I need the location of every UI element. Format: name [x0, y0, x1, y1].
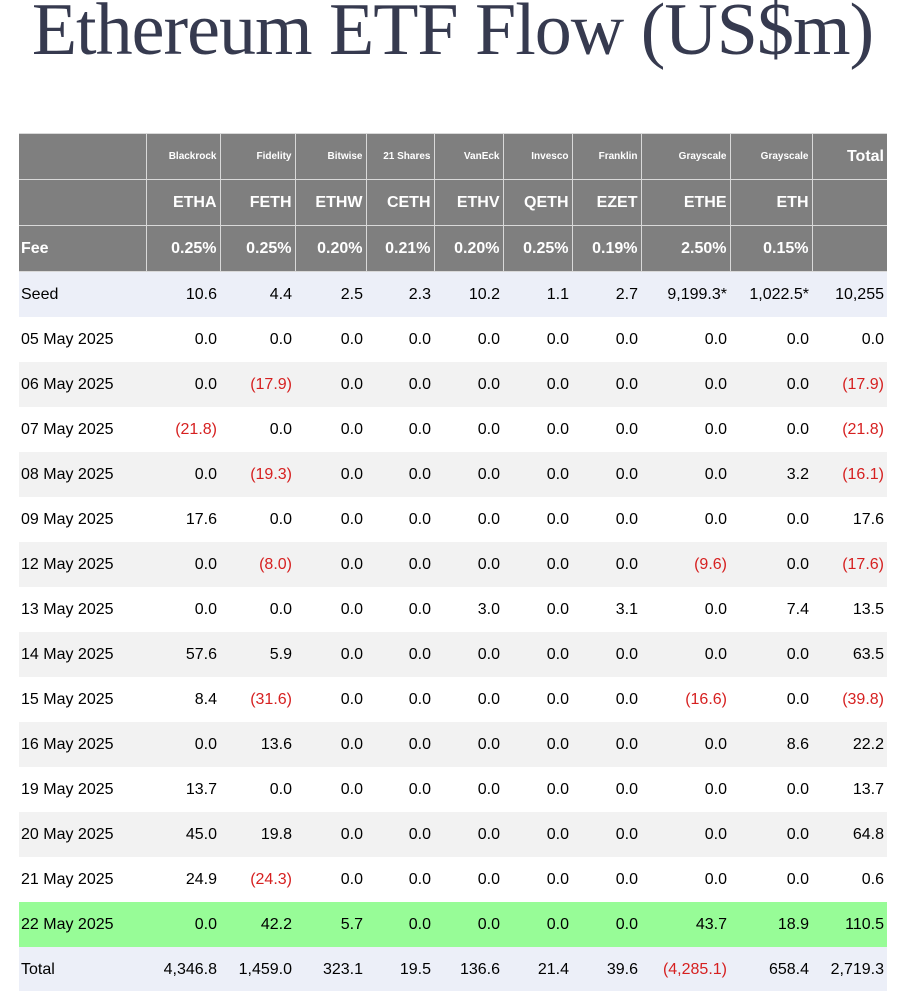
flow-cell: 0.0 — [641, 497, 730, 542]
flow-cell: 2.5 — [295, 272, 366, 318]
flow-cell: 10.2 — [434, 272, 503, 318]
flow-cell: 0.0 — [503, 407, 572, 452]
flow-cell: 0.0 — [146, 902, 220, 947]
flow-cell: 0.0 — [730, 857, 812, 902]
flow-cell: 0.0 — [146, 542, 220, 587]
flow-cell: 0.0 — [366, 362, 434, 407]
table-row — [19, 317, 887, 362]
flow-cell: 0.0 — [295, 722, 366, 767]
flow-cell: 0.0 — [572, 902, 641, 947]
flow-cell: 0.0 — [434, 317, 503, 362]
row-total-cell: 17.6 — [812, 497, 887, 542]
flow-cell: 4.4 — [220, 272, 295, 318]
fee-header-cell: 0.25% — [503, 226, 572, 272]
table-row — [19, 542, 887, 587]
flow-cell: 0.0 — [366, 902, 434, 947]
flow-cell: 0.0 — [366, 497, 434, 542]
issuer-header-cell: Grayscale — [641, 134, 730, 180]
flow-cell: 0.0 — [503, 632, 572, 677]
flow-cell: 0.0 — [503, 812, 572, 857]
flow-cell: 5.9 — [220, 632, 295, 677]
issuer-header-cell: 21 Shares — [366, 134, 434, 180]
row-label: Seed — [19, 272, 146, 318]
flow-cell: 0.0 — [295, 452, 366, 497]
total-header-cell: Total — [812, 134, 887, 180]
flow-cell: 1.1 — [503, 272, 572, 318]
flow-cell: 0.0 — [366, 317, 434, 362]
flow-cell: 0.0 — [641, 632, 730, 677]
flow-cell: 0.0 — [366, 587, 434, 632]
table-body — [19, 272, 887, 991]
flow-cell: 0.0 — [730, 632, 812, 677]
flow-cell: 0.0 — [572, 452, 641, 497]
row-total-cell: (21.8) — [812, 407, 887, 452]
flow-cell: 0.0 — [503, 677, 572, 722]
flow-cell: 10.6 — [146, 272, 220, 318]
flow-cell: 0.0 — [295, 632, 366, 677]
flow-cell: 0.0 — [503, 497, 572, 542]
flow-cell: 7.4 — [730, 587, 812, 632]
issuer-header-cell: VanEck — [434, 134, 503, 180]
flow-cell: 1,022.5* — [730, 272, 812, 318]
table-header — [19, 134, 887, 272]
issuer-header-cell: Blackrock — [146, 134, 220, 180]
fee-header-cell: 0.20% — [434, 226, 503, 272]
flow-cell: 0.0 — [730, 542, 812, 587]
flow-cell: 3.0 — [434, 587, 503, 632]
flow-cell: (16.6) — [641, 677, 730, 722]
flow-cell: 13.7 — [146, 767, 220, 812]
flow-cell: 0.0 — [295, 317, 366, 362]
flow-cell: 0.0 — [641, 812, 730, 857]
row-label: 21 May 2025 — [19, 857, 146, 902]
row-label: 14 May 2025 — [19, 632, 146, 677]
page-title: Ethereum ETF Flow (US$m) — [31, 0, 874, 71]
table-row — [19, 452, 887, 497]
flow-cell: 0.0 — [730, 362, 812, 407]
flow-cell: 0.0 — [641, 767, 730, 812]
flow-cell: 0.0 — [146, 587, 220, 632]
flow-cell: 0.0 — [220, 587, 295, 632]
flow-cell: 19.5 — [366, 947, 434, 991]
ticker-header-cell: ETHA — [146, 180, 220, 226]
header-corner-cell — [19, 134, 146, 180]
flow-cell: 13.6 — [220, 722, 295, 767]
flow-cell: 0.0 — [295, 767, 366, 812]
row-total-cell: 10,255 — [812, 272, 887, 318]
flow-cell: 0.0 — [366, 407, 434, 452]
fee-header-cell: 0.25% — [146, 226, 220, 272]
flow-cell: 0.0 — [366, 722, 434, 767]
flow-cell: 0.0 — [434, 362, 503, 407]
flow-cell: 18.9 — [730, 902, 812, 947]
flow-cell: 0.0 — [641, 407, 730, 452]
flow-cell: 0.0 — [434, 722, 503, 767]
flow-cell: 0.0 — [503, 587, 572, 632]
flow-cell: 0.0 — [730, 767, 812, 812]
flow-cell: 0.0 — [366, 857, 434, 902]
flow-cell: 0.0 — [434, 857, 503, 902]
flow-cell: 8.4 — [146, 677, 220, 722]
flow-cell: 0.0 — [295, 812, 366, 857]
flow-cell: 2.7 — [572, 272, 641, 318]
flow-cell: 2.3 — [366, 272, 434, 318]
table-row — [19, 677, 887, 722]
ticker-header-cell: ETHW — [295, 180, 366, 226]
flow-cell: 0.0 — [366, 767, 434, 812]
row-label: 22 May 2025 — [19, 902, 146, 947]
flow-cell: 0.0 — [572, 767, 641, 812]
table-row — [19, 587, 887, 632]
flow-cell: 0.0 — [503, 362, 572, 407]
table-row — [19, 767, 887, 812]
issuer-header-row — [19, 134, 887, 180]
ticker-header-cell: CETH — [366, 180, 434, 226]
fee-header-row — [19, 226, 887, 272]
flow-cell: (31.6) — [220, 677, 295, 722]
flow-cell: 57.6 — [146, 632, 220, 677]
flow-cell: 0.0 — [503, 317, 572, 362]
flow-cell: 0.0 — [366, 677, 434, 722]
flow-cell: 0.0 — [434, 632, 503, 677]
row-label: 12 May 2025 — [19, 542, 146, 587]
flow-cell: (21.8) — [146, 407, 220, 452]
row-label: 07 May 2025 — [19, 407, 146, 452]
fee-header-cell: 0.15% — [730, 226, 812, 272]
flow-cell: 0.0 — [146, 452, 220, 497]
flow-cell: 0.0 — [295, 542, 366, 587]
flow-cell: 0.0 — [295, 677, 366, 722]
flow-cell: 658.4 — [730, 947, 812, 991]
table-row — [19, 812, 887, 857]
header-blank-cell — [812, 226, 887, 272]
flow-cell: 0.0 — [641, 362, 730, 407]
row-label: 19 May 2025 — [19, 767, 146, 812]
flow-cell: 0.0 — [434, 497, 503, 542]
row-label: 08 May 2025 — [19, 452, 146, 497]
ticker-header-cell: ETHV — [434, 180, 503, 226]
flow-cell: (17.9) — [220, 362, 295, 407]
flow-cell: 0.0 — [366, 542, 434, 587]
flow-cell: 0.0 — [220, 407, 295, 452]
flow-cell: 4,346.8 — [146, 947, 220, 991]
flow-cell: (24.3) — [220, 857, 295, 902]
flow-cell: 0.0 — [503, 452, 572, 497]
ticker-header-cell: ETH — [730, 180, 812, 226]
ticker-header-row — [19, 180, 887, 226]
row-label: 06 May 2025 — [19, 362, 146, 407]
issuer-header-cell: Fidelity — [220, 134, 295, 180]
flow-cell: 0.0 — [572, 857, 641, 902]
flow-cell: 0.0 — [434, 767, 503, 812]
flow-cell: 0.0 — [641, 722, 730, 767]
flow-cell: 0.0 — [295, 857, 366, 902]
flow-cell: 0.0 — [730, 497, 812, 542]
row-total-cell: 2,719.3 — [812, 947, 887, 991]
flow-cell: 17.6 — [146, 497, 220, 542]
flow-cell: 0.0 — [146, 722, 220, 767]
seed-row — [19, 272, 887, 318]
flow-cell: 0.0 — [434, 677, 503, 722]
flow-cell: 0.0 — [434, 542, 503, 587]
ticker-header-cell: FETH — [220, 180, 295, 226]
flow-cell: (4,285.1) — [641, 947, 730, 991]
flow-cell: 0.0 — [641, 587, 730, 632]
row-label: 09 May 2025 — [19, 497, 146, 542]
flow-cell: 0.0 — [572, 542, 641, 587]
flow-cell: 0.0 — [146, 317, 220, 362]
flow-cell: 19.8 — [220, 812, 295, 857]
fee-header-cell: 0.25% — [220, 226, 295, 272]
flow-cell: 0.0 — [572, 317, 641, 362]
flow-cell: 0.0 — [572, 362, 641, 407]
header-blank-cell — [812, 180, 887, 226]
flow-cell: 0.0 — [220, 767, 295, 812]
row-total-cell: 22.2 — [812, 722, 887, 767]
flow-cell: 0.0 — [503, 722, 572, 767]
flow-cell: 5.7 — [295, 902, 366, 947]
flow-cell: 0.0 — [295, 407, 366, 452]
row-label: 20 May 2025 — [19, 812, 146, 857]
flow-cell: (9.6) — [641, 542, 730, 587]
table-row — [19, 632, 887, 677]
table-row — [19, 902, 887, 947]
flow-cell: 0.0 — [730, 677, 812, 722]
flow-cell: 0.0 — [295, 497, 366, 542]
flow-cell: 0.0 — [641, 452, 730, 497]
row-total-cell: 0.6 — [812, 857, 887, 902]
row-total-cell: (17.6) — [812, 542, 887, 587]
flow-cell: 39.6 — [572, 947, 641, 991]
flow-cell: 0.0 — [366, 452, 434, 497]
flow-cell: 0.0 — [730, 812, 812, 857]
flow-cell: 0.0 — [434, 452, 503, 497]
table-row — [19, 362, 887, 407]
fee-header-cell: 0.21% — [366, 226, 434, 272]
total-row — [19, 947, 887, 991]
row-total-cell: 63.5 — [812, 632, 887, 677]
flow-cell: 0.0 — [730, 317, 812, 362]
flow-cell: 0.0 — [434, 902, 503, 947]
flow-cell: 0.0 — [572, 812, 641, 857]
row-label: Total — [19, 947, 146, 991]
table-row — [19, 407, 887, 452]
header-blank-cell — [19, 180, 146, 226]
flow-cell: 43.7 — [641, 902, 730, 947]
flow-cell: 0.0 — [146, 362, 220, 407]
row-total-cell: (16.1) — [812, 452, 887, 497]
row-total-cell: (17.9) — [812, 362, 887, 407]
flow-cell: 0.0 — [366, 812, 434, 857]
flow-cell: 21.4 — [503, 947, 572, 991]
ticker-header-cell: ETHE — [641, 180, 730, 226]
flow-cell: 45.0 — [146, 812, 220, 857]
flow-cell: (19.3) — [220, 452, 295, 497]
flow-cell: 0.0 — [503, 857, 572, 902]
issuer-header-cell: Franklin — [572, 134, 641, 180]
flow-cell: 0.0 — [641, 317, 730, 362]
row-label: 05 May 2025 — [19, 317, 146, 362]
flow-cell: 3.2 — [730, 452, 812, 497]
row-total-cell: 110.5 — [812, 902, 887, 947]
flow-cell: 136.6 — [434, 947, 503, 991]
row-total-cell: (39.8) — [812, 677, 887, 722]
flow-cell: 0.0 — [572, 632, 641, 677]
flow-cell: 0.0 — [503, 902, 572, 947]
fee-header-cell: 0.20% — [295, 226, 366, 272]
ticker-header-cell: EZET — [572, 180, 641, 226]
flow-cell: 1,459.0 — [220, 947, 295, 991]
flow-cell: 42.2 — [220, 902, 295, 947]
flow-cell: 24.9 — [146, 857, 220, 902]
flow-cell: 0.0 — [572, 722, 641, 767]
flow-cell: 0.0 — [641, 857, 730, 902]
flow-cell: 9,199.3* — [641, 272, 730, 318]
flow-cell: 3.1 — [572, 587, 641, 632]
fee-header-cell: 2.50% — [641, 226, 730, 272]
etf-flow-table — [19, 133, 887, 991]
table-row — [19, 857, 887, 902]
flow-cell: 0.0 — [220, 317, 295, 362]
flow-cell: 0.0 — [220, 497, 295, 542]
flow-cell: 0.0 — [295, 587, 366, 632]
issuer-header-cell: Invesco — [503, 134, 572, 180]
flow-cell: 0.0 — [503, 767, 572, 812]
flow-cell: 0.0 — [572, 407, 641, 452]
table-row — [19, 722, 887, 767]
flow-cell: 8.6 — [730, 722, 812, 767]
flow-cell: 0.0 — [730, 407, 812, 452]
flow-cell: 0.0 — [366, 632, 434, 677]
flow-cell: 0.0 — [434, 407, 503, 452]
fee-label: Fee — [19, 226, 146, 272]
row-label: 13 May 2025 — [19, 587, 146, 632]
row-total-cell: 13.5 — [812, 587, 887, 632]
flow-cell: (8.0) — [220, 542, 295, 587]
row-label: 15 May 2025 — [19, 677, 146, 722]
issuer-header-cell: Bitwise — [295, 134, 366, 180]
issuer-header-cell: Grayscale — [730, 134, 812, 180]
flow-cell: 0.0 — [572, 497, 641, 542]
table-row — [19, 497, 887, 542]
ticker-header-cell: QETH — [503, 180, 572, 226]
row-total-cell: 64.8 — [812, 812, 887, 857]
fee-header-cell: 0.19% — [572, 226, 641, 272]
flow-cell: 0.0 — [434, 812, 503, 857]
row-total-cell: 0.0 — [812, 317, 887, 362]
flow-cell: 0.0 — [572, 677, 641, 722]
flow-cell: 0.0 — [295, 362, 366, 407]
flow-cell: 323.1 — [295, 947, 366, 991]
row-label: 16 May 2025 — [19, 722, 146, 767]
row-total-cell: 13.7 — [812, 767, 887, 812]
flow-cell: 0.0 — [503, 542, 572, 587]
